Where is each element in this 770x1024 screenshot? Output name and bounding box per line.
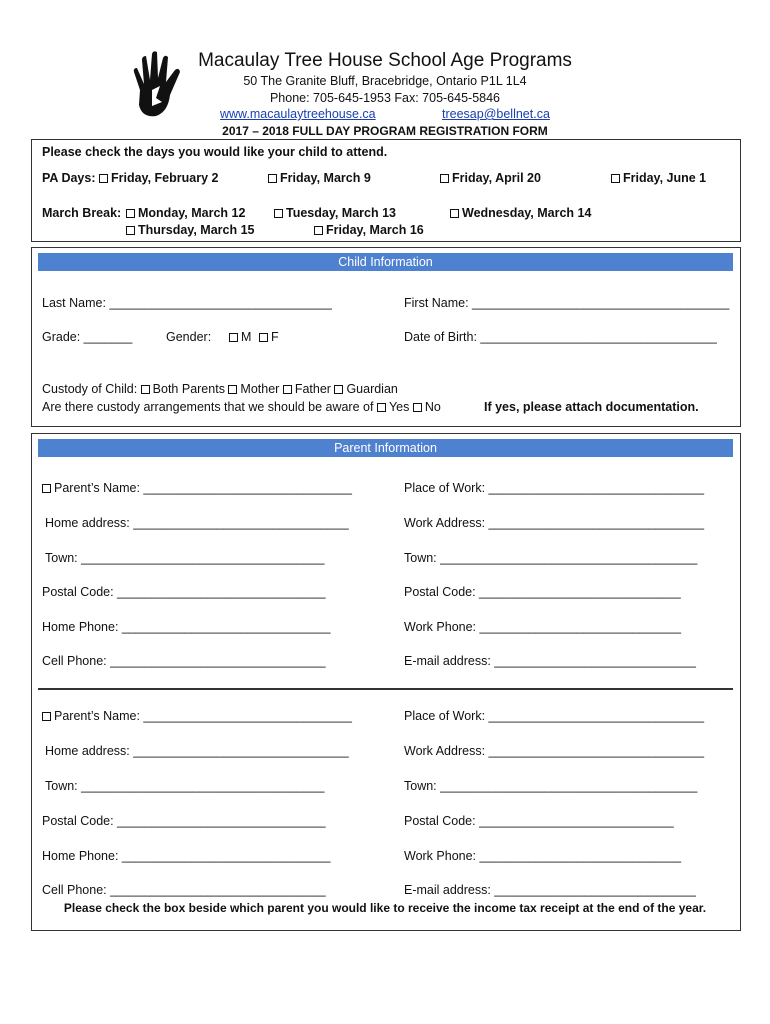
checkbox-icon[interactable]: [413, 403, 422, 412]
program-title: Macaulay Tree House School Age Programs: [198, 50, 572, 71]
custody-option[interactable]: Father: [283, 382, 331, 396]
home-phone-field[interactable]: Home Phone: ______________________________: [42, 849, 331, 863]
pa-days-label: PA Days:: [42, 171, 96, 185]
cell-phone-field[interactable]: Cell Phone: _______________________________: [42, 883, 326, 897]
custody-label: Custody of Child:: [42, 382, 138, 396]
checkbox-icon[interactable]: [126, 209, 135, 218]
pa-day-option[interactable]: Friday, March 9: [268, 171, 371, 185]
parent-info-heading: Parent Information: [38, 439, 733, 457]
march-day-option[interactable]: Thursday, March 15: [126, 223, 254, 237]
arrangements-row: [42, 400, 441, 414]
place-of-work-field[interactable]: Place of Work: _______________________________: [404, 481, 705, 495]
town-field[interactable]: Town: ___________________________________: [45, 779, 325, 793]
home-address-field[interactable]: Home address: _______________________________: [45, 516, 349, 530]
address: 50 The Granite Bluff, Bracebridge, Ontario P1L 1L4: [243, 74, 527, 88]
work-town-field[interactable]: Town: _____________________________________: [404, 779, 698, 793]
gender-m-option[interactable]: M: [229, 330, 251, 344]
checkbox-icon[interactable]: [99, 174, 108, 183]
work-postal-code-field[interactable]: Postal Code: ____________________________: [404, 814, 674, 828]
custody-row: [42, 382, 398, 396]
cell-phone-field[interactable]: Cell Phone: _______________________________: [42, 654, 326, 668]
checkbox-icon[interactable]: [611, 174, 620, 183]
custody-option[interactable]: Mother: [228, 382, 279, 396]
work-phone-field[interactable]: Work Phone: _____________________________: [404, 849, 682, 863]
last-name-field[interactable]: Last Name: ________________________________: [42, 296, 332, 310]
march-day-option[interactable]: Monday, March 12: [126, 206, 245, 220]
work-postal-code-field[interactable]: Postal Code: _____________________________: [404, 585, 681, 599]
form-title: 2017 – 2018 FULL DAY PROGRAM REGISTRATION FORM: [222, 124, 548, 138]
checkbox-icon[interactable]: [334, 385, 343, 394]
checkbox-icon[interactable]: [259, 333, 268, 342]
postal-code-field[interactable]: Postal Code: ______________________________: [42, 585, 326, 599]
place-of-work-field[interactable]: Place of Work: _______________________________: [404, 709, 705, 723]
first-name-field[interactable]: First Name: _____________________________________: [404, 296, 730, 310]
home-phone-field[interactable]: Home Phone: ______________________________: [42, 620, 331, 634]
arrangements-question: Are there custody arrangements that we should be aware of: [42, 400, 374, 414]
website-link[interactable]: www.macaulaytreehouse.ca: [220, 107, 376, 121]
no-option[interactable]: No: [413, 400, 441, 414]
checkbox-icon[interactable]: [228, 385, 237, 394]
gender-label: Gender:: [166, 330, 212, 344]
work-phone-field[interactable]: Work Phone: _____________________________: [404, 620, 682, 634]
checkbox-icon[interactable]: [283, 385, 292, 394]
email-link[interactable]: treesap@bellnet.ca: [442, 107, 550, 121]
checkbox-icon[interactable]: [126, 226, 135, 235]
custody-option[interactable]: Guardian: [334, 382, 397, 396]
pa-day-option[interactable]: Friday, February 2: [99, 171, 218, 185]
checkbox-icon[interactable]: [274, 209, 283, 218]
march-day-option[interactable]: Tuesday, March 13: [274, 206, 396, 220]
checkbox-icon[interactable]: [268, 174, 277, 183]
town-field[interactable]: Town: ___________________________________: [45, 551, 325, 565]
parent-name-field[interactable]: Parent’s Name: ______________________________: [42, 709, 352, 723]
checkbox-icon[interactable]: [377, 403, 386, 412]
custody-option[interactable]: Both Parents: [141, 382, 225, 396]
checkbox-icon[interactable]: [440, 174, 449, 183]
checkbox-icon[interactable]: [42, 484, 51, 493]
checkbox-icon[interactable]: [141, 385, 150, 394]
days-instruction: Please check the days you would like your child to attend.: [42, 145, 388, 159]
email-address-field[interactable]: E-mail address: _____________________________: [404, 654, 696, 668]
march-break-label: March Break:: [42, 206, 122, 220]
checkbox-icon[interactable]: [314, 226, 323, 235]
phone-fax: Phone: 705-645-1953 Fax: 705-645-5846: [269, 91, 501, 105]
work-town-field[interactable]: Town: _____________________________________: [404, 551, 698, 565]
yes-option[interactable]: Yes: [377, 400, 409, 414]
pa-day-option[interactable]: Friday, April 20: [440, 171, 541, 185]
home-address-field[interactable]: Home address: _______________________________: [45, 744, 349, 758]
tax-receipt-note: Please check the box beside which parent you would like to receive the income tax receipt at the end of the year.: [63, 901, 707, 915]
child-info-heading: Child Information: [38, 253, 733, 271]
checkbox-icon[interactable]: [229, 333, 238, 342]
grade-field[interactable]: Grade: _______: [42, 330, 133, 344]
march-day-option[interactable]: Friday, March 16: [314, 223, 424, 237]
parent-name-field[interactable]: Parent’s Name: ______________________________: [42, 481, 352, 495]
checkbox-icon[interactable]: [42, 712, 51, 721]
email-address-field[interactable]: E-mail address: _____________________________: [404, 883, 696, 897]
work-address-field[interactable]: Work Address: _______________________________: [404, 516, 705, 530]
parent-divider: [38, 688, 733, 690]
pa-day-option[interactable]: Friday, June 1: [611, 171, 706, 185]
gender-f-option[interactable]: F: [259, 330, 279, 344]
postal-code-field[interactable]: Postal Code: ______________________________: [42, 814, 326, 828]
march-day-option[interactable]: Wednesday, March 14: [450, 206, 591, 220]
dob-field[interactable]: Date of Birth: __________________________________: [404, 330, 717, 344]
checkbox-icon[interactable]: [450, 209, 459, 218]
attach-note: If yes, please attach documentation.: [484, 400, 699, 414]
work-address-field[interactable]: Work Address: _______________________________: [404, 744, 705, 758]
